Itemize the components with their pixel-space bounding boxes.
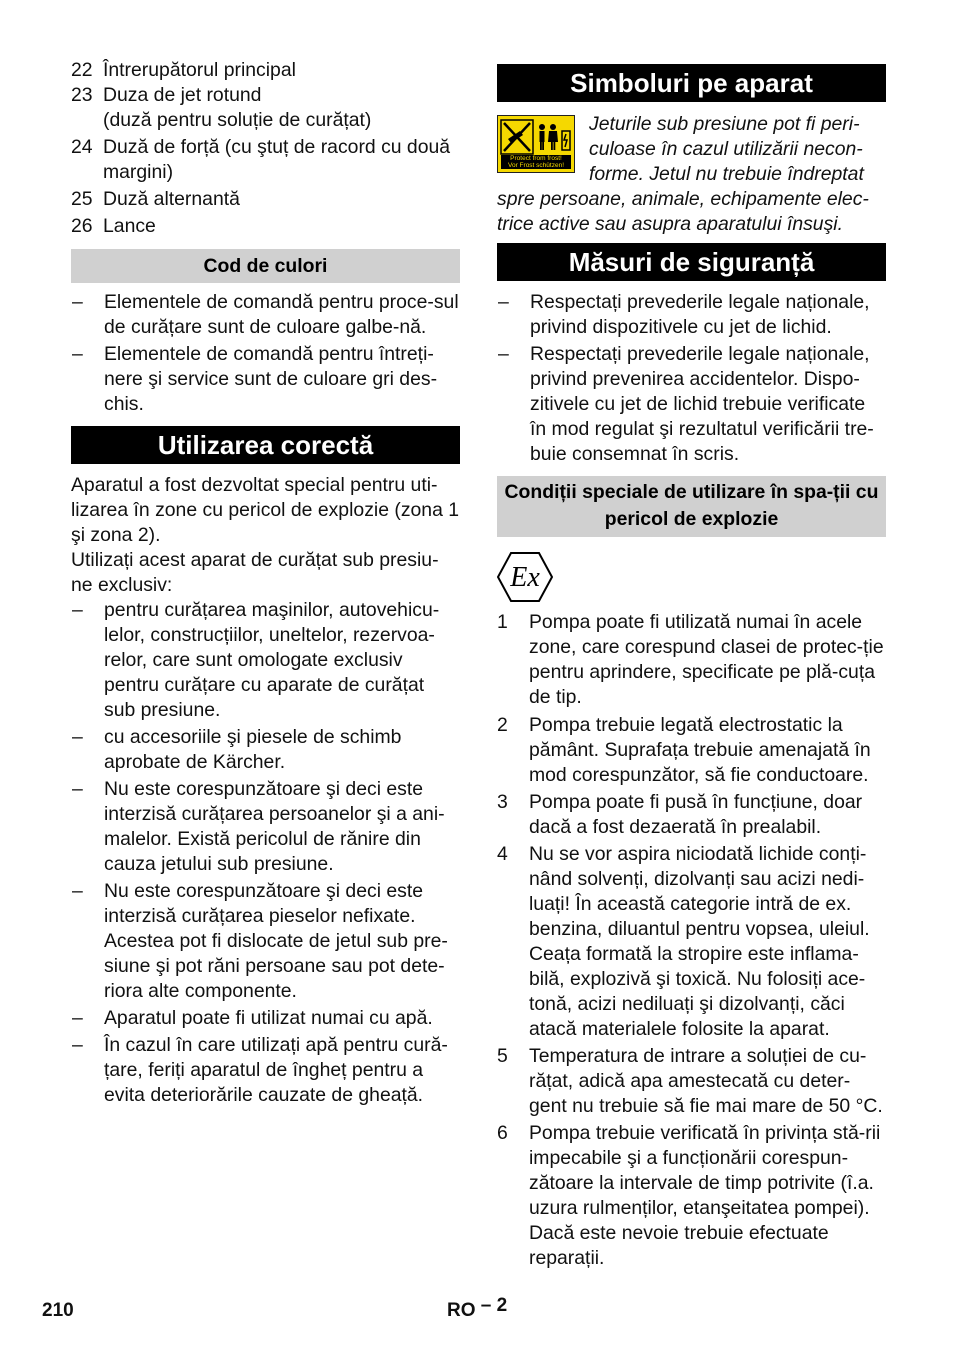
- footer-separator: –: [480, 1295, 492, 1316]
- list-item: 2 Pompa trebuie legată electrostatic la pământ. Suprafața trebuie amenajată în mod corespunzător, să fie conductoare.: [497, 714, 871, 786]
- list-item: – pentru curățarea maşinilor, autovehicu-lelor, construcțiilor, uneltelor, rezervoa-relor, care sunt omologate exclusiv pentru curățare cu aparate de curățat sub presiune.: [72, 599, 440, 721]
- explosion-heading: Condiții speciale de utilizare în spa-ții cu pericol de explozie: [497, 476, 886, 537]
- list-item: 26 Lance: [71, 215, 156, 237]
- list-item: – Nu este corespunzătoare şi deci este interzisă curățarea persoanelor şi a ani-malelor. Există pericolul de rănire din cauza jetului sub presiune.: [72, 778, 445, 875]
- pressure-jet-warning-icon: [498, 117, 574, 157]
- warning-label-icon: [497, 115, 575, 173]
- list-item: – Elementele de comandă pentru întreți-nere şi service sunt de culoare gri des-chis.: [72, 343, 438, 415]
- list-item: (duză pentru soluție de curățat): [103, 109, 372, 131]
- proper-use-paragraph: Aparatul a fost dezvoltat special pentru uti-lizarea în zone cu pericol de explozie (zona 1 şi zona 2).: [71, 474, 460, 546]
- list-item: – În cazul în care utilizați apă pentru cură-țare, feriți aparatul de îngheț pentru a evita deteriorările cauzate de gheață.: [72, 1034, 448, 1106]
- list-item: – Elementele de comandă pentru proce-sul de curățare sunt de culoare galbe-nă.: [72, 291, 459, 338]
- list-item: 23 Duza de jet rotund: [71, 84, 262, 106]
- list-item: – Aparatul poate fi utilizat numai cu apă.: [72, 1007, 433, 1029]
- right-column: [497, 64, 886, 1271]
- list-item: 6 Pompa trebuie verificată în privința stă-rii impecabile şi a funcționării corespun-zătoare la intervale de timp potrivite (î.a. uzura rulmenților, etanşeitatea pompei). Dacă este nevoie trebuie efectuate reparații.: [497, 1122, 881, 1269]
- ex-symbol: [497, 551, 886, 609]
- left-column: [71, 58, 460, 1108]
- list-item: 25 Duză alternantă: [71, 188, 240, 210]
- parts-list: [71, 58, 460, 239]
- list-item: 4 Nu se vor aspira niciodată lichide conți-nând solvenți, dizolvanți sau acizi nedi-luați! În această categorie intră de ex. benzina, diluantul pentru vopsea, uleiul. Ceața formată la stropire este inflama-bilă, explozivă şi toxică. Nu folosiți ace-tonă, acizi nediluați şi dizolvanți, căci atacă materialele folosite la aparat.: [497, 843, 870, 1040]
- list-item: 1 Pompa poate fi utilizată numai în acele zone, care corespund clasei de protec-ție pentru aprindere, specificate pe plă-cuța de tip.: [497, 611, 884, 708]
- list-item: – Respectați prevederile legale naționale, privind dispozitivele cu jet de lichid.: [498, 291, 870, 338]
- list-item: 22 Întrerupătorul principal: [71, 59, 296, 81]
- proper-use-heading: Utilizarea corectă: [71, 426, 460, 464]
- proper-use-paragraph: Utilizați acest aparat de curățat sub presiu-ne exclusiv:: [71, 549, 439, 596]
- symbols-text: Jeturile sub presiune pot fi peri-culoase în cazul utilizării necon-forme. Jetul nu trebuie îndreptat spre persoane, animale, echipamente elec-trice active sau asupra aparatului însuşi.: [497, 113, 869, 235]
- safety-list: [497, 290, 886, 467]
- list-item: – Nu este corespunzătoare şi deci este interzisă curățarea pieselor nefixate. Acestea pot fi dislocate de jetul sub pre-siune şi pot răni persoane sau pot dete-riora alte componente.: [72, 880, 448, 1002]
- list-item: 24 Duză de forță (cu ştuț de racord cu două margini): [71, 136, 451, 183]
- list-item: 3 Pompa poate fi pusă în funcțiune, doar dacă a fost dezaerată în prealabil.: [497, 791, 863, 838]
- symbols-heading: Simboluri pe aparat: [497, 64, 886, 102]
- list-item: – Respectați prevederile legale naționale, privind prevenirea accidentelor. Dispo-zitivele cu jet de lichid trebuie verificate în mod regulat şi rezultatul verificării tre-buie consemnat în scris.: [498, 343, 874, 465]
- list-item: – cu accesoriile şi piesele de schimb aprobate de Kärcher.: [72, 726, 402, 773]
- explosion-protection-icon: [497, 551, 553, 603]
- explosion-list: [497, 610, 886, 1271]
- page-footer-label: [447, 1295, 508, 1323]
- language-code: RO: [447, 1300, 476, 1321]
- symbols-block: [497, 112, 886, 237]
- svg-text:Ex: Ex: [510, 562, 540, 593]
- proper-use-list: [71, 598, 460, 1108]
- list-item: 5 Temperatura de intrare a soluției de cu-rățat, adică apa amestecată cu deter-gent nu trebuie să fie mai mare de 50 °C.: [497, 1045, 883, 1117]
- page-number: 210: [42, 1300, 74, 1321]
- sub-page-number: 2: [496, 1295, 508, 1316]
- color-code-heading: Cod de culori: [71, 249, 460, 283]
- safety-heading: Măsuri de siguranță: [497, 243, 886, 281]
- frost-warning-strip: Protect from frost! Vor Frost schützen!: [501, 155, 571, 169]
- color-code-list: [71, 290, 460, 417]
